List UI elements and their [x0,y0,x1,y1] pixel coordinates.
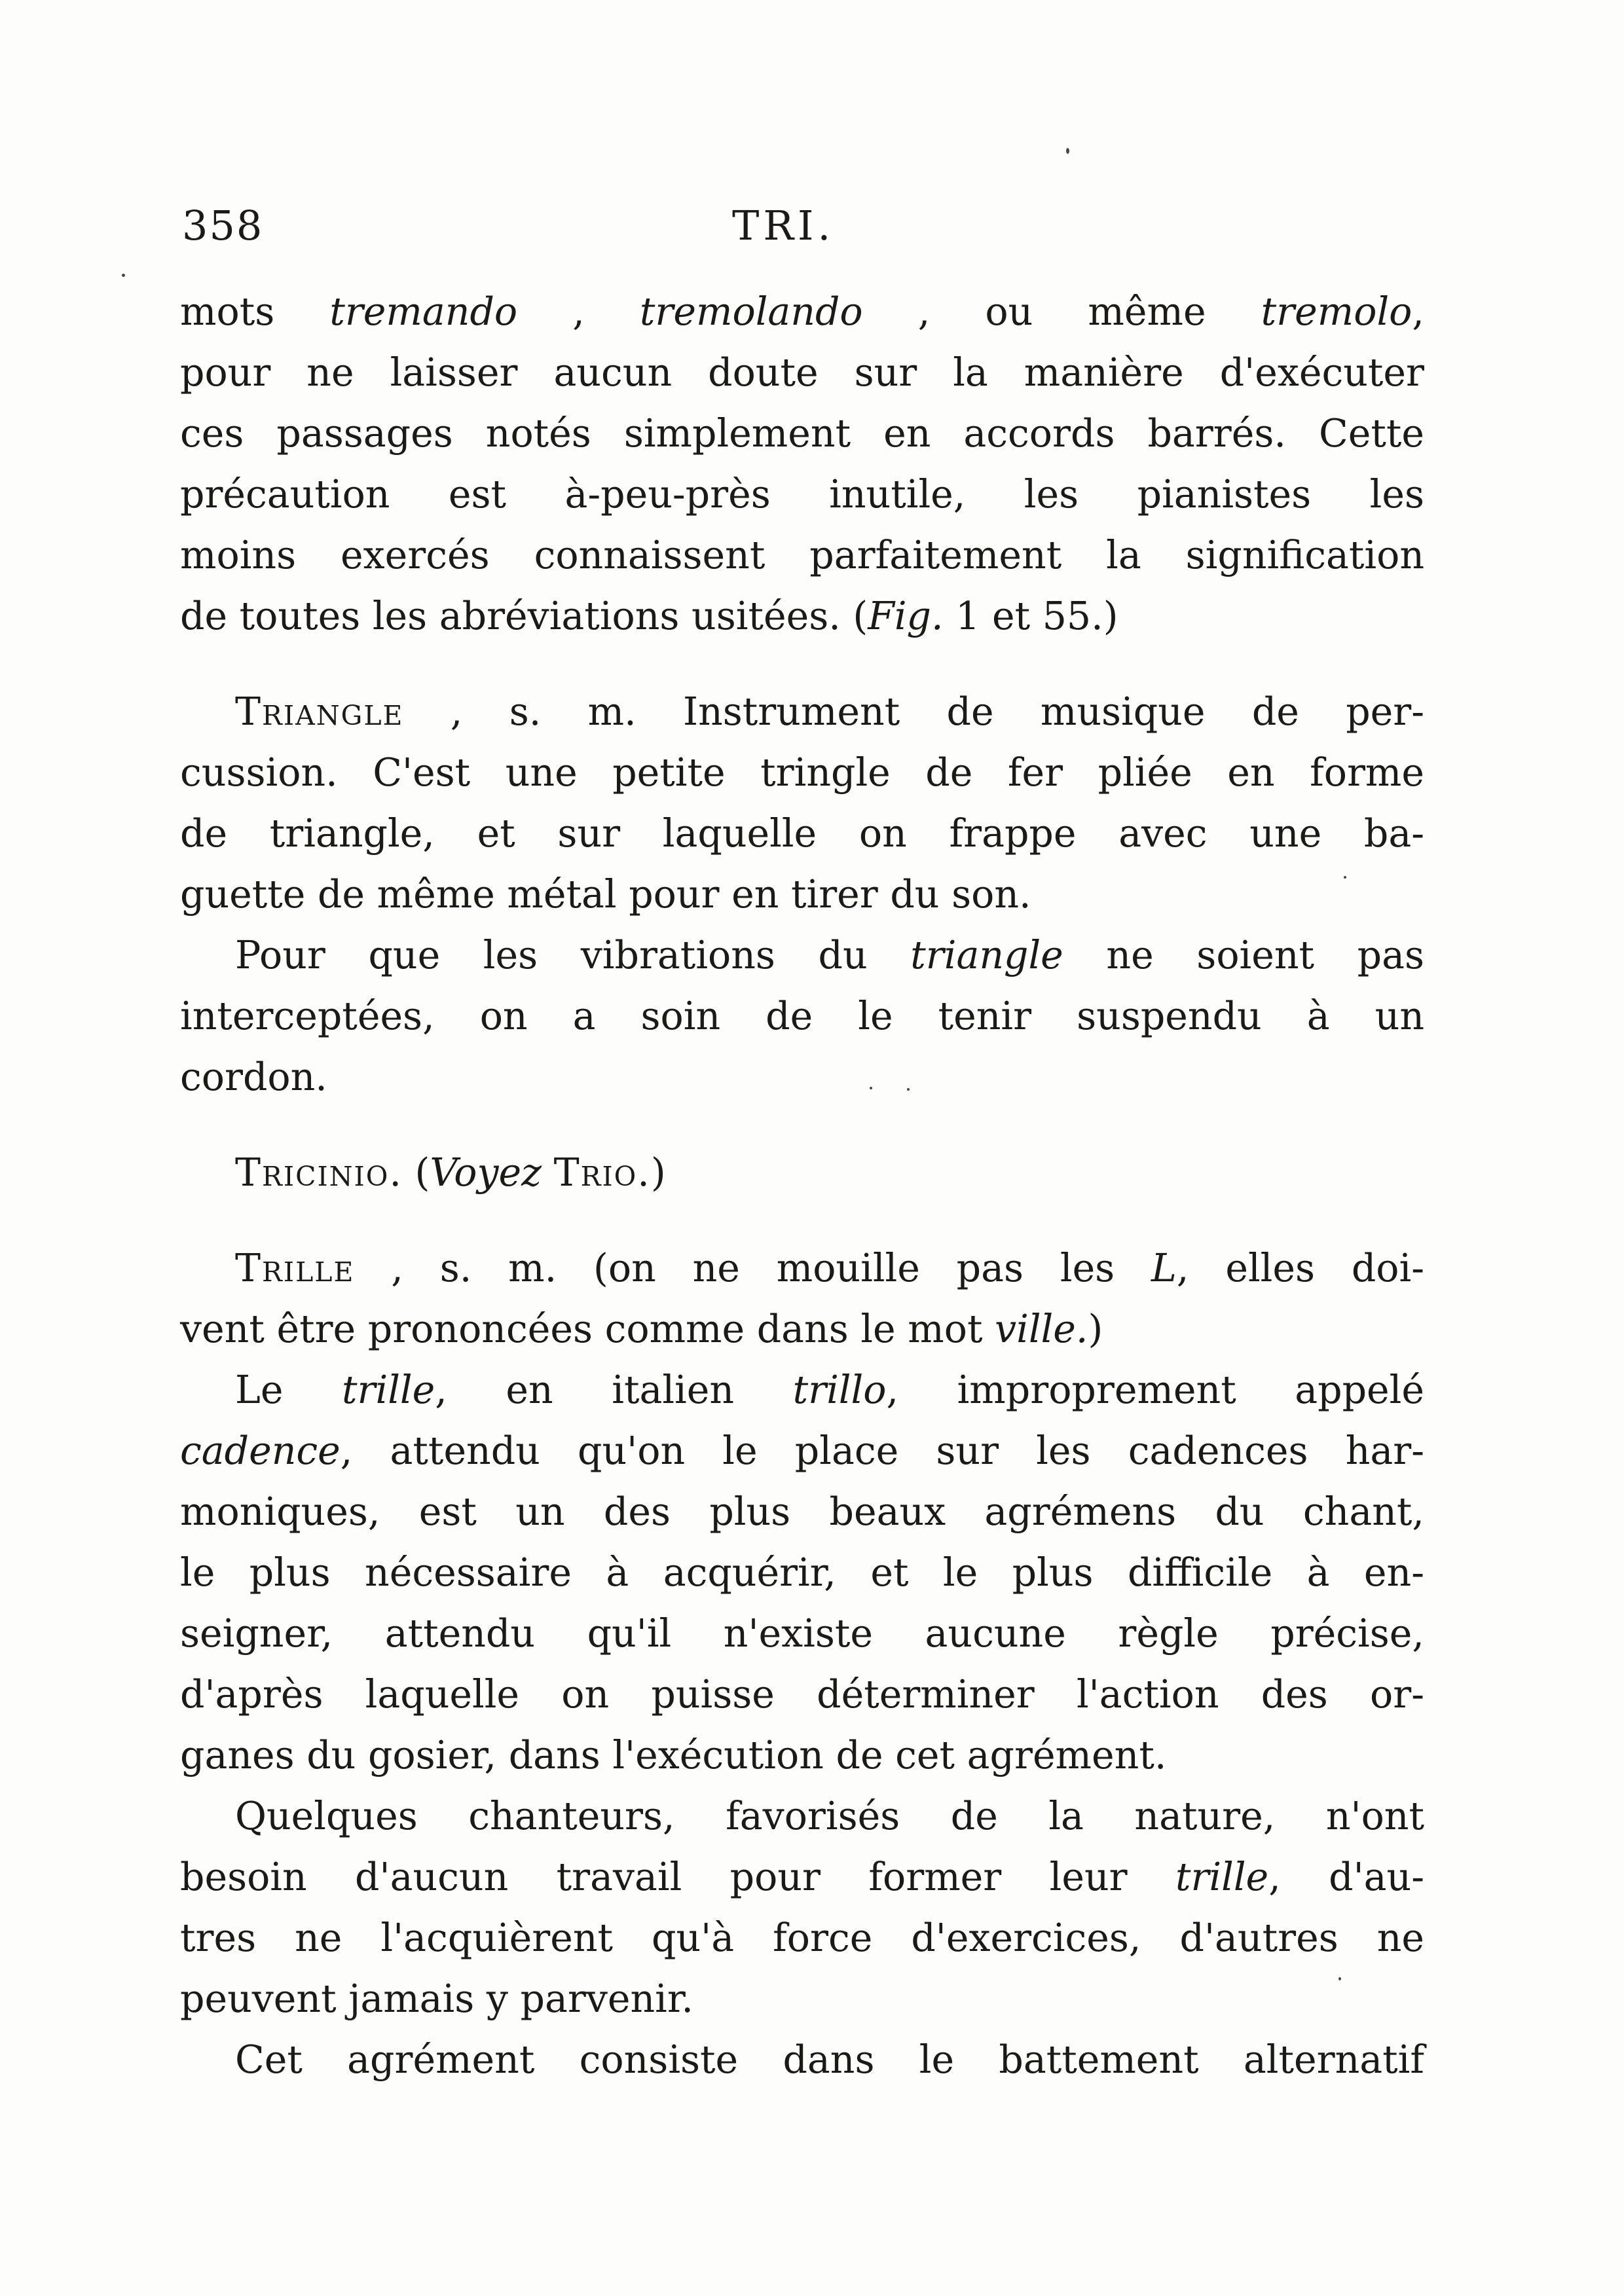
text-line: Quelques chanteurs, favorisés de la nature, n'ont [235,1794,1424,1838]
page-number: 358 [182,202,264,249]
entry-tricinio [180,1142,1424,1203]
text-line: cadence, attendu qu'on le place sur les cadences har- [180,1429,1424,1473]
text-line: seigner, attendu qu'il n'existe aucune règle précise, [180,1611,1424,1656]
text-line: ces passages notés simplement en accords barrés. Cette [180,411,1424,456]
text-line: cussion. C'est une petite tringle de fer pliée en forme [180,750,1424,795]
text-line: cordon. [180,1055,327,1099]
text-line: Pour que les vibrations du triangle ne soient pas [235,933,1425,977]
ink-speck [907,1088,910,1091]
text-line: précaution est à-peu-près inutile, les pianistes les [180,472,1424,517]
text-line: pour ne laisser aucun doute sur la manière d'exécuter [180,350,1424,395]
text-line: le plus nécessaire à acquérir, et le plus difficile à en- [180,1550,1424,1595]
text-line: Trille , s. m. (on ne mouille pas les L, elles doi- [235,1246,1424,1290]
headword: Tricinio. [235,1150,403,1195]
ink-speck [1066,148,1069,154]
ink-speck [1344,876,1346,879]
entry-trille [180,1238,1424,2090]
text-line: de toutes les abréviations usitées. (Fig. 1 et 55.) [180,594,1118,638]
text-line: Le trille, en italien trillo, improprement appelé [235,1368,1424,1412]
text-line: Triangle , s. m. Instrument de musique de per- [235,689,1424,734]
text-line: guette de même métal pour en tirer du son. [180,872,1031,917]
entry-tremolo-continuation [180,282,1424,647]
text-line: moniques, est un des plus beaux agrémens du chant, [180,1489,1424,1534]
running-head [182,202,1426,261]
text-line: ganes du gosier, dans l'exécution de cet agrément. [180,1733,1167,1777]
text-line: moins exercés connaissent parfaitement la signification [180,533,1424,577]
ink-speck [870,1087,872,1089]
text-line: interceptées, on a soin de le tenir suspendu à un [180,994,1424,1038]
text-line: peuvent jamais y parvenir. [180,1977,694,2021]
text-line: vent être prononcées comme dans le mot ville.) [180,1307,1103,1351]
ink-speck [1338,1977,1341,1980]
body-text [180,282,1424,2090]
text-line: Tricinio. (Voyez Trio.) [235,1150,666,1195]
text-line: d'après laquelle on puisse déterminer l'action des or- [180,1672,1424,1717]
entry-triangle [180,682,1424,1108]
headword: Trille [235,1246,355,1290]
text-line: de triangle, et sur laquelle on frappe avec une ba- [180,811,1424,856]
text-line: mots tremando , tremolando , ou même tremolo, [180,289,1424,334]
ink-speck [122,274,125,277]
text-line: tres ne l'acquièrent qu'à force d'exercices, d'autres ne [180,1916,1424,1960]
running-title: TRI. [732,202,835,249]
cross-reference: Trio. [553,1150,651,1195]
text-line: Cet agrément consiste dans le battement alternatif [235,2037,1424,2082]
text-line: besoin d'aucun travail pour former leur trille, d'au- [180,1855,1424,1899]
headword: Triangle [235,689,404,734]
